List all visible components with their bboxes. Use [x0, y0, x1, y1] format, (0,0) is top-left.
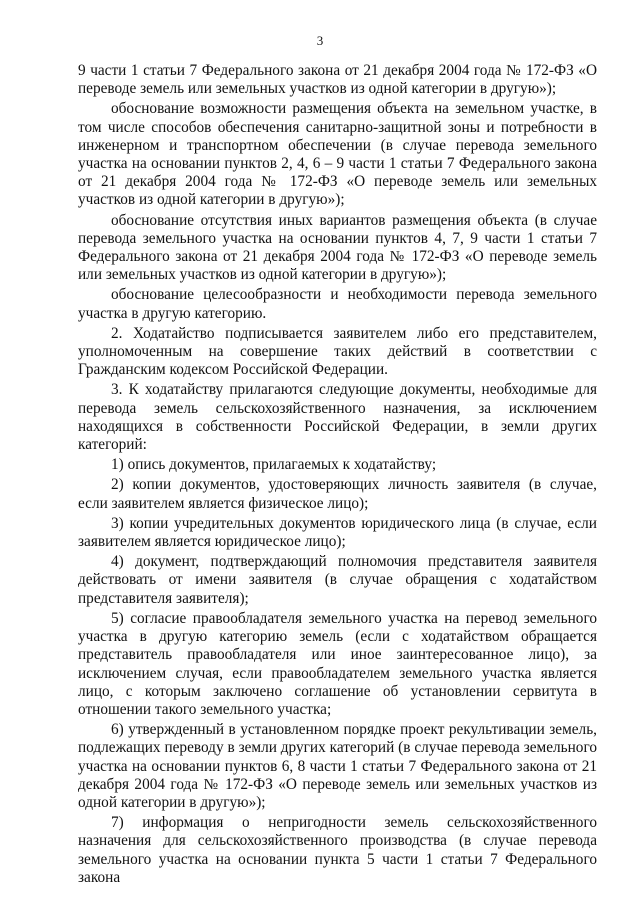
paragraph-expediency-justification: обоснование целесообразности и необходимости перевода земельного участка в другую категорию. — [78, 286, 597, 322]
paragraph-item-3-documents: 3. К ходатайству прилагаются следующие документы, необходимые для перевода земель сельскохозяйственного назначения, за исключением находящихся в собственности Российской Федерации, в земли других категорий: — [78, 381, 597, 454]
list-item-2: 2) копии документов, удостоверяющих личность заявителя (в случае, если заявителем является физическое лицо); — [78, 476, 597, 512]
paragraph-continuation: 9 части 1 статьи 7 Федерального закона от 21 декабря 2004 года № 172-ФЗ «О переводе земель или земельных участков из одной категории в другую»); — [78, 62, 597, 98]
list-item-7: 7) информация о непригодности земель сельскохозяйственного назначения для сельскохозяйственного производства (в случае перевода земельного участка на основании пункта 5 части 1 статьи 7 Федерального закона — [78, 814, 597, 886]
paragraph-no-alternatives-justification: обоснование отсутствия иных вариантов размещения объекта (в случае перевода земельного участка на основании пунктов 4, 7, 9 части 1 статьи 7 Федерального закона от 21 декабря 2004 года № 172-ФЗ «О переводе земель или земельных участков из одной категории в другую»); — [78, 211, 597, 284]
list-item-1: 1) опись документов, прилагаемых к ходатайству; — [111, 456, 437, 474]
paragraph-placement-justification: обоснование возможности размещения объекта на земельном участке, в том числе способов обеспечения санитарно-защитной зоны и потребности в инженерном и транспортном обеспечении (в случае перевода земельного участка на основании пунктов 2, 4, 6 – 9 части 1 статьи 7 Федерального закона от 21 декабря 2004 года № 172-ФЗ «О переводе земель или земельных участков из одной категории в другую»); — [78, 100, 597, 209]
document-body — [78, 62, 597, 889]
list-item-3: 3) копии учредительных документов юридического лица (в случае, если заявителем является юридическое лицо); — [78, 514, 597, 551]
list-item-4: 4) документ, подтверждающий полномочия представителя заявителя действовать от имени заявителя (в случае обращения с ходатайством представителя заявителя); — [78, 553, 597, 607]
paragraph-item-2-signature: 2. Ходатайство подписывается заявителем либо его представителем, уполномоченным на совершение таких действий в соответствии с Гражданским кодексом Российской Федерации. — [78, 324, 597, 379]
list-item-6: 6) утвержденный в установленном порядке проект рекультивации земель, подлежащих переводу в земли других категорий (в случае перевода земельного участка на основании пунктов 6, 8 части 1 статьи 7 Федерального закона от 21 декабря 2004 года № 172-ФЗ «О переводе земель или земельных участков из одной категории в другую»); — [78, 721, 597, 811]
list-item-5: 5) согласие правообладателя земельного участка на перевод земельного участка в другую категорию земель (если с ходатайством обращается представитель правообладателя или иное заинтересованное лицо), за исключением случая, если правообладателем земельного участка является лицо, с которым заключено соглашение об установлении сервитута в отношении такого земельного участка; — [78, 609, 597, 718]
page-number: 3 — [316, 33, 324, 48]
